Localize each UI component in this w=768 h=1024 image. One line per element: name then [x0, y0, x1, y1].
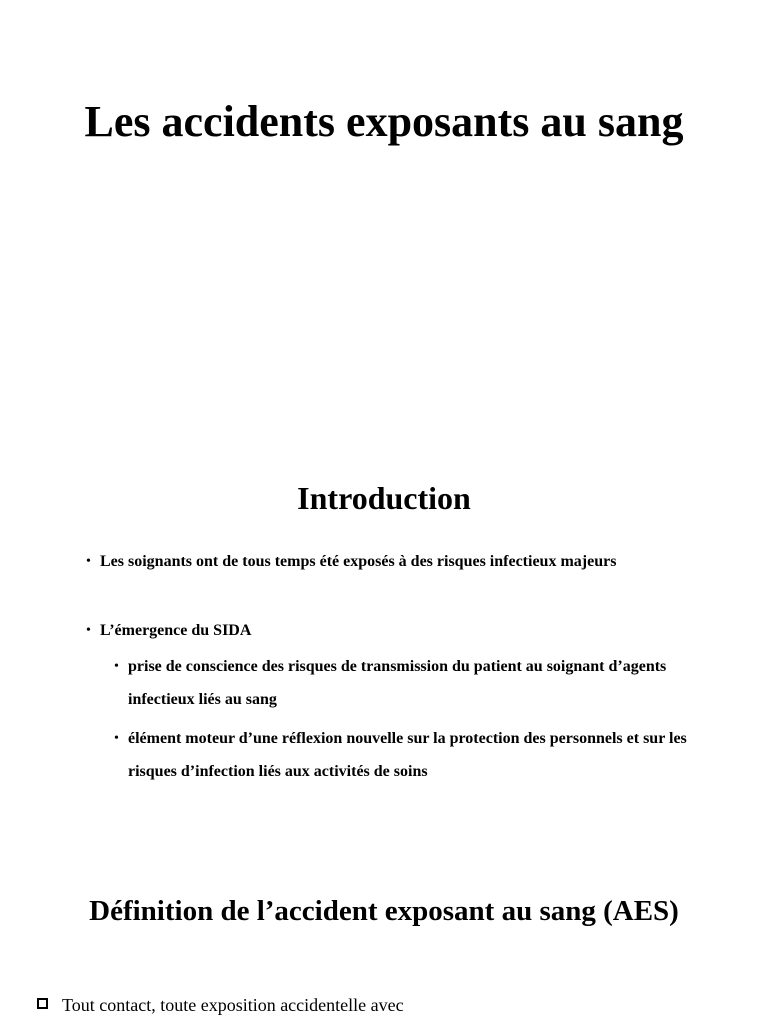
introduction-heading: Introduction: [297, 480, 471, 516]
sub-bullet-text: prise de conscience des risques de transmission du patient au soignant d’agents infectieux liés au sang: [128, 658, 667, 708]
main-title: Les accidents exposants au sang: [84, 97, 684, 146]
bullet-dot-icon: •: [86, 623, 91, 638]
checkbox-square-icon: [37, 998, 48, 1009]
checkbox-bullet-text: Tout contact, toute exposition accidentelle avec: [62, 995, 404, 1015]
bullet-text: L’émergence du SIDA: [100, 622, 252, 639]
bullet-item: [86, 545, 740, 578]
bullet-dot-icon: •: [114, 659, 119, 674]
definition-heading: Définition de l’accident exposant au sang (AES): [89, 895, 679, 927]
sub-bullet-item: [114, 650, 688, 716]
sub-bullet-text: élément moteur d’une réflexion nouvelle sur la protection des personnels et sur les risques d’infection liés aux activités de soins: [128, 730, 687, 780]
slide-definition: [0, 880, 768, 1024]
slide-title-page: [0, 0, 768, 440]
bullet-text: Les soignants ont de tous temps été exposés à des risques infectieux majeurs: [100, 553, 617, 570]
checkbox-bullet-item: [62, 990, 742, 1020]
bullet-item: [86, 614, 740, 647]
slide-introduction: [0, 440, 768, 840]
bullet-dot-icon: •: [114, 731, 119, 746]
sub-bullet-item: [114, 722, 708, 788]
bullet-dot-icon: •: [86, 554, 91, 569]
